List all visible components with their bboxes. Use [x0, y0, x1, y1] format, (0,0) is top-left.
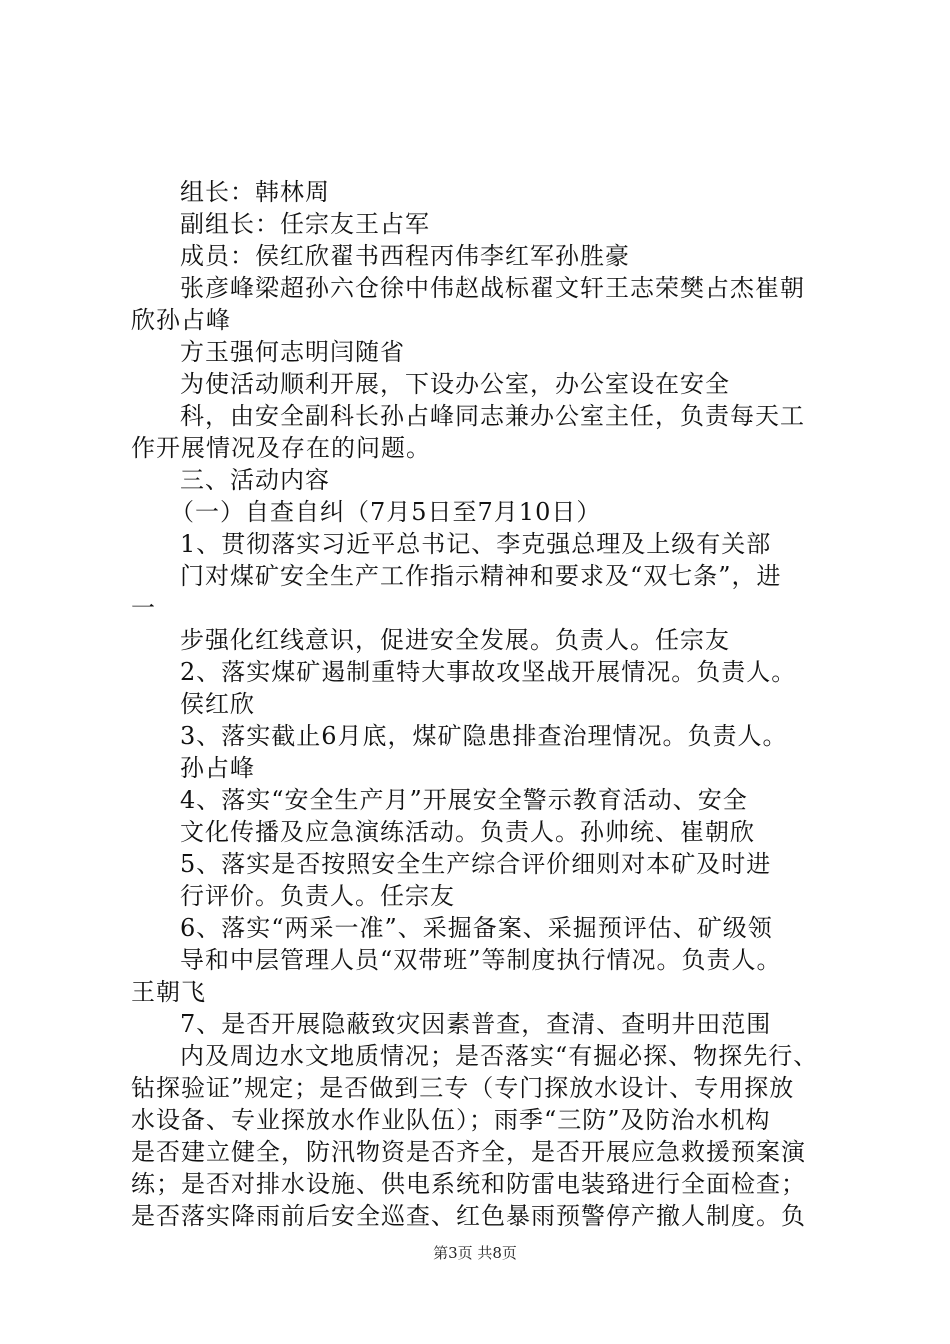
text-line: 文化传播及应急演练活动。负责人。孙帅统、崔朝欣 [180, 818, 755, 846]
text-line: 行评价。负责人。任宗友 [180, 882, 455, 910]
text-line: 练；是否对排水设施、供电系统和防雷电装臵进行全面检查； [131, 1170, 806, 1198]
text-line: 一 [131, 594, 156, 622]
subsection-heading: （一）自查自纠（7月5日至7月10日） [170, 498, 602, 526]
section-heading: 三、活动内容 [180, 466, 330, 494]
text-line: 3、落实截止6月底，煤矿隐患排查治理情况。负责人。 [180, 722, 788, 750]
text-line: 7、是否开展隐蔽致灾因素普查，查清、查明井田范围 [180, 1010, 772, 1038]
text-line: 为使活动顺利开展，下设办公室，办公室设在安全 [180, 370, 730, 398]
text-line: 门对煤矿安全生产工作指示精神和要求及“双七条”，进 [180, 562, 782, 590]
text-line: 侯红欣 [180, 690, 255, 718]
text-line: 作开展情况及存在的问题。 [131, 434, 431, 462]
text-line: 内及周边水文地质情况；是否落实“有掘必探、物探先行、 [180, 1042, 819, 1070]
text-line: 组长：韩林周 [180, 178, 330, 206]
text-line: 6、落实“两采一准”、采掘备案、采掘预评估、矿级领 [180, 914, 773, 942]
text-line: 导和中层管理人员“双带班”等制度执行情况。负责人。 [180, 946, 782, 974]
text-line: 副组长：任宗友王占军 [180, 210, 430, 238]
text-line: 5、落实是否按照安全生产综合评价细则对本矿及时进 [180, 850, 772, 878]
text-line: 步强化红线意识，促进安全发展。负责人。任宗友 [180, 626, 730, 654]
text-line: 4、落实“安全生产月”开展安全警示教育活动、安全 [180, 786, 748, 814]
page-number-footer: 第3页 共8页 [433, 1244, 517, 1262]
text-line: 成员：侯红欣翟书西程丙伟李红军孙胜豪 [180, 242, 630, 270]
text-line: 1、贯彻落实习近平总书记、李克强总理及上级有关部 [180, 530, 772, 558]
text-line: 水设备、专业探放水作业队伍）；雨季“三防”及防治水机构 [131, 1106, 771, 1134]
text-line: 张彦峰梁超孙六仓徐中伟赵战标翟文轩王志荣樊占杰崔朝 [180, 274, 805, 302]
text-line: 钻探验证”规定；是否做到三专（专门探放水设计、专用探放 [131, 1074, 795, 1102]
text-line: 王朝飞 [131, 978, 206, 1006]
text-line: 2、落实煤矿遏制重特大事故攻坚战开展情况。负责人。 [180, 658, 797, 686]
text-line: 欣孙占峰 [131, 306, 231, 334]
text-line: 是否建立健全，防汛物资是否齐全，是否开展应急救援预案演 [131, 1138, 806, 1166]
text-line: 方玉强何志明闫随省 [180, 338, 405, 366]
text-line: 科，由安全副科长孙占峰同志兼办公室主任，负责每天工 [180, 402, 805, 430]
text-line: 孙占峰 [180, 754, 255, 782]
text-line: 是否落实降雨前后安全巡查、红色暴雨预警停产撤人制度。负 [131, 1202, 806, 1230]
